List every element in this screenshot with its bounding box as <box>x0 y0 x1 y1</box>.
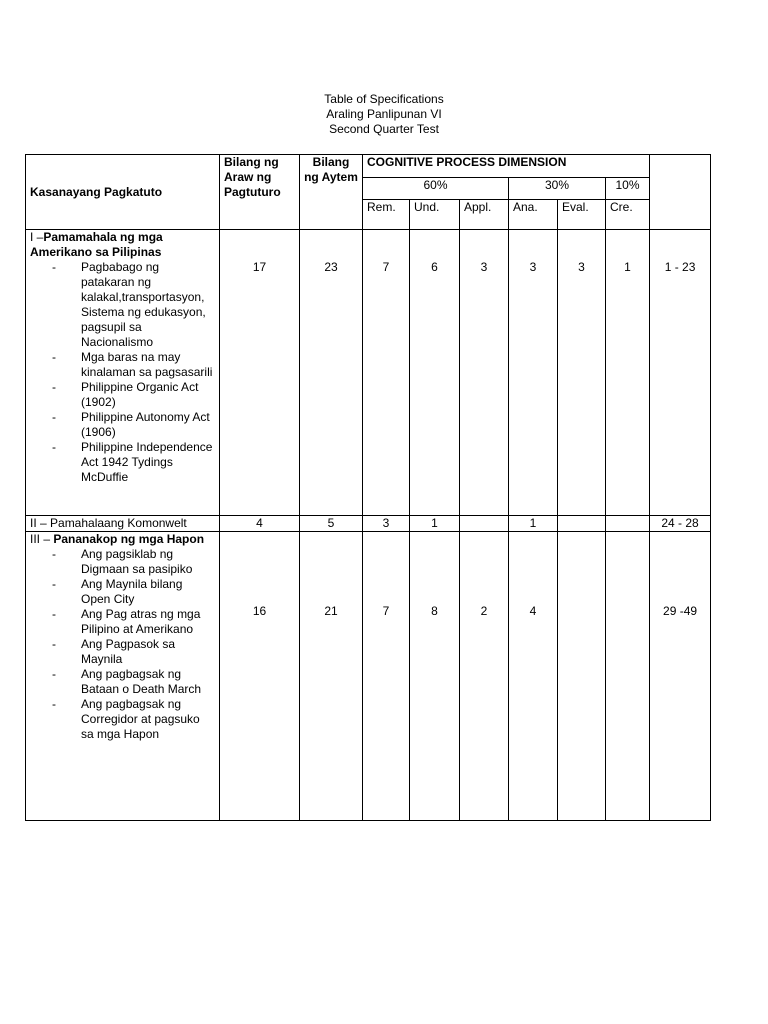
list-item: - Ang Pag atras ng mga Pilipino at Amerikano <box>52 607 201 636</box>
header-eval: Eval. <box>558 200 606 230</box>
header-pct-60: 60% <box>363 178 509 200</box>
kinalalagyan-cell: 29 -49 <box>650 532 711 821</box>
list-item: - Ang Pagpasok sa Maynila <box>52 637 176 666</box>
header-pct-10: 10% <box>606 178 650 200</box>
list-item: - Ang pagbagsak ng Corregidor at pagsuko sa mga Hapon <box>52 697 200 741</box>
topic-heading: I –Pamamahala ng mga Amerikano sa Pilipinas <box>30 230 163 259</box>
aytem-cell: 5 <box>300 516 363 532</box>
subtopic-list <box>30 547 215 742</box>
list-item: - Ang pagbagsak ng Bataan o Death March <box>52 667 202 696</box>
appl-cell <box>460 516 509 532</box>
und-cell: 1 <box>410 516 460 532</box>
header-und: Und. <box>410 200 460 230</box>
appl-cell: 3 <box>460 230 509 516</box>
ana-cell: 3 <box>509 230 558 516</box>
kinalalagyan-cell: 1 - 23 <box>650 230 711 516</box>
header-rem: Rem. <box>363 200 410 230</box>
list-item: - Pagbabago ng patakaran ng kalakal,transportasyon, Sistema ng edukasyon, pagsupil sa Nacionalismo <box>52 260 206 349</box>
table-row <box>26 532 711 821</box>
araw-cell: 4 <box>220 516 300 532</box>
araw-cell: 16 <box>220 532 300 821</box>
header-kasanayan: Kasanayang Pagkatuto <box>26 155 220 230</box>
eval-cell <box>558 516 606 532</box>
header-cre: Cre. <box>606 200 650 230</box>
table-row <box>26 516 711 532</box>
cre-cell <box>606 532 650 821</box>
list-item: - Philippine Autonomy Act (1906) <box>52 410 210 439</box>
header-bilang-araw: Bilang ng Araw ng Pagtuturo <box>220 155 300 230</box>
aytem-cell: 21 <box>300 532 363 821</box>
list-item: - Ang pagsiklab ng Digmaan sa pasipiko <box>52 547 193 576</box>
specification-table <box>25 154 711 821</box>
list-item: - Mga baras na may kinalaman sa pagsasarili <box>52 350 213 379</box>
rem-cell: 3 <box>363 516 410 532</box>
rem-cell: 7 <box>363 532 410 821</box>
title-line-1: Table of Specifications <box>324 92 444 106</box>
araw-cell: 17 <box>220 230 300 516</box>
list-item: - Ang Maynila bilang Open City <box>52 577 183 606</box>
cre-cell: 1 <box>606 230 650 516</box>
header-appl: Appl. <box>460 200 509 230</box>
und-cell: 8 <box>410 532 460 821</box>
aytem-cell: 23 <box>300 230 363 516</box>
header-pct-30: 30% <box>509 178 606 200</box>
topic-heading: III – Pananakop ng mga Hapon <box>30 532 205 546</box>
header-kinalalagyan <box>650 155 711 230</box>
title-line-2: Araling Panlipunan VI <box>326 107 442 121</box>
header-bilang-aytem: Bilang ng Aytem <box>300 155 363 230</box>
topic-cell <box>26 230 220 516</box>
topic-cell <box>26 532 220 821</box>
ana-cell: 1 <box>509 516 558 532</box>
cre-cell <box>606 516 650 532</box>
list-item: - Philippine Independence Act 1942 Tydings McDuffie <box>52 440 213 484</box>
und-cell: 6 <box>410 230 460 516</box>
topic-cell: II – Pamahalaang Komonwelt <box>26 516 220 532</box>
header-ana: Ana. <box>509 200 558 230</box>
table-row <box>26 230 711 516</box>
list-item: - Philippine Organic Act (1902) <box>52 380 199 409</box>
title-line-3: Second Quarter Test <box>329 122 439 136</box>
appl-cell: 2 <box>460 532 509 821</box>
kinalalagyan-cell: 24 - 28 <box>650 516 711 532</box>
ana-cell: 4 <box>509 532 558 821</box>
eval-cell <box>558 532 606 821</box>
document-title <box>0 92 768 137</box>
subtopic-list <box>30 260 215 485</box>
rem-cell: 7 <box>363 230 410 516</box>
header-cognitive: COGNITIVE PROCESS DIMENSION <box>363 155 650 178</box>
eval-cell: 3 <box>558 230 606 516</box>
